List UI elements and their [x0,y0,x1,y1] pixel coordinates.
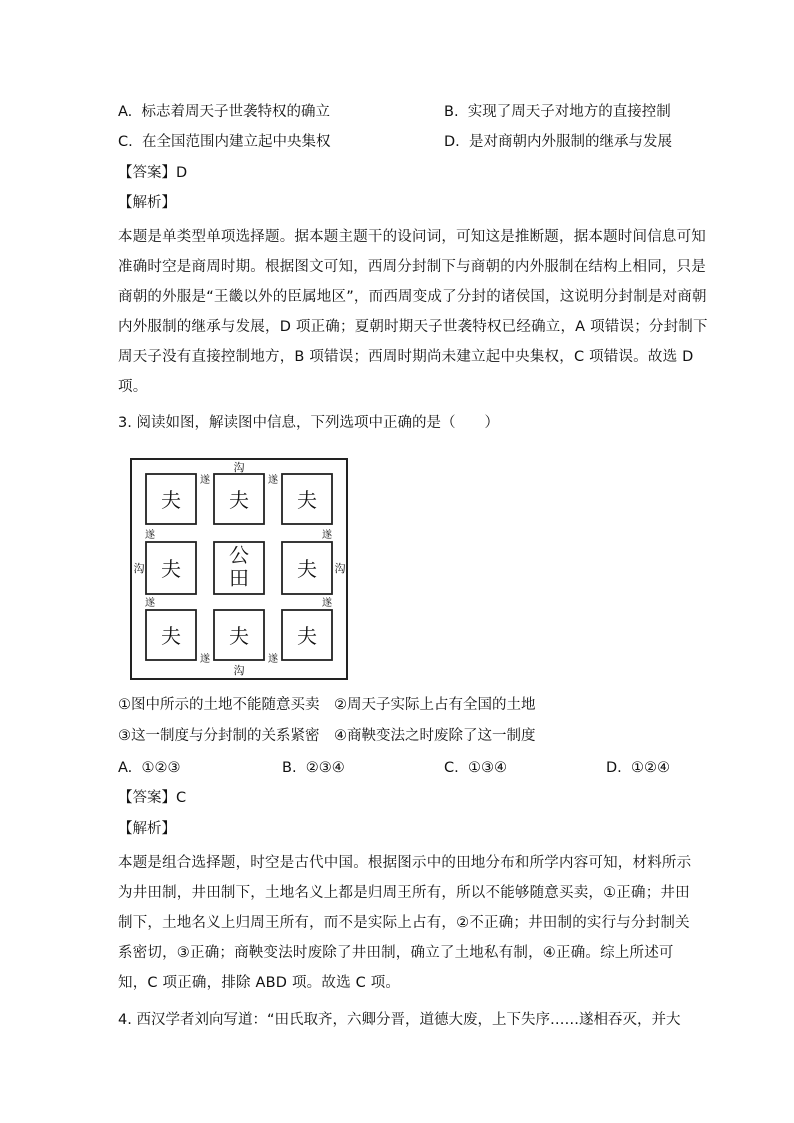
cell-fu: 夫 [229,488,249,512]
option-text: ①③④ [467,760,507,776]
option-letter: B. [282,760,297,776]
option-text: ①②④ [631,760,670,776]
option-letter: C. [118,134,133,150]
gou-label: 沟 [233,664,245,677]
analysis-line: 知，C 项正确，排除 ABD 项。故选 C 项。 [118,975,401,991]
option-letter: C. [444,760,459,776]
well-field-diagram [130,458,348,680]
q3-option-b[interactable] [282,758,345,778]
q3-analysis-label: 【解析】 [118,821,176,837]
sui-label: 遂 [145,530,155,541]
analysis-line: 本题是组合选择题，时空是古代中国。根据图示中的田地分布和所学内容可知，材料所示 [118,855,692,871]
analysis-line: 准确时空是商周时期。根据图文可知，西周分封制下与商朝的内外服制在结构上相同，只是 [118,259,706,275]
option-text: ①②③ [141,760,181,776]
cell-public-field: 公田 [229,543,249,590]
cell-fu: 夫 [161,488,181,512]
sui-label: 遂 [145,598,155,609]
analysis-line: 周天子没有直接控制地方，B 项错误；西周时期尚未建立起中央集权，C 项错误。故选 D [118,349,694,365]
cell-fu: 夫 [297,488,317,512]
analysis-line: 项。 [118,379,148,395]
option-text: 标志着周天子世袭特权的确立 [141,104,330,120]
cell-fu: 夫 [297,557,317,581]
analysis-line: 为井田制，井田制下，土地名义上都是归周王所有，所以不能够随意买卖，①正确；井田 [118,885,690,901]
cell-fu: 夫 [229,624,249,648]
cell-fu: 夫 [161,624,181,648]
q3-statements-2: ③这一制度与分封制的关系紧密 ④商鞅变法之时废除了这一制度 [118,728,536,744]
q3-option-a[interactable] [118,758,181,778]
cell-fu: 夫 [161,557,181,581]
sui-label: 遂 [200,654,210,665]
gou-label: 沟 [334,562,346,575]
q2-analysis-label: 【解析】 [118,195,176,211]
q2-option-b[interactable] [444,102,671,122]
option-letter: D. [606,760,622,776]
option-letter: A. [118,760,133,776]
option-text: 在全国范围内建立起中央集权 [141,134,331,150]
sui-label: 遂 [322,530,332,541]
cell-fu: 夫 [297,624,317,648]
option-text: 实现了周天子对地方的直接控制 [467,104,671,120]
sui-label: 遂 [322,598,332,609]
sui-label: 遂 [268,475,278,486]
option-text: ②③④ [305,760,345,776]
q3-stem: 3. 阅读如图，解读图中信息，下列选项中正确的是（ ） [118,415,499,431]
sui-label: 遂 [268,654,278,665]
q3-option-d[interactable] [606,758,670,778]
option-letter: B. [444,104,459,120]
option-text: 是对商朝内外服制的继承与发展 [469,134,672,150]
q2-option-d[interactable] [444,132,672,152]
q3-statements-1: ①图中所示的土地不能随意买卖 ②周天子实际上占有全国的土地 [118,697,536,713]
analysis-line: 内外服制的继承与发展，D 项正确；夏朝时期天子世袭特权已经确立，A 项错误；分封制下 [118,319,708,335]
q3-analysis [118,848,692,998]
gou-label: 沟 [133,562,145,575]
analysis-line: 制下，土地名义上归周王所有，而不是实际上占有，②不正确；井田制的实行与分封制关 [118,915,690,931]
q3-answer: 【答案】C [118,790,187,806]
analysis-line: 系密切，③正确；商鞅变法时废除了井田制，确立了土地私有制，④正确。综上所述可 [118,945,674,961]
q2-analysis [118,222,708,402]
sui-label: 遂 [200,475,210,486]
option-letter: D. [444,134,460,150]
gou-label: 沟 [233,461,245,474]
q2-option-c[interactable] [118,132,330,152]
analysis-line: 本题是单类型单项选择题。据本题主题干的设问词，可知这是推断题，据本题时间信息可知 [118,229,706,245]
q2-answer: 【答案】D [118,165,188,181]
q3-option-c[interactable] [444,758,507,778]
q4-stem: 4. 西汉学者刘向写道：“田氏取齐，六卿分晋，道德大废，上下失序……遂相吞灭，并大 [118,1012,681,1028]
q2-option-a[interactable] [118,102,330,122]
option-letter: A. [118,104,133,120]
analysis-line: 商朝的外服是“王畿以外的臣属地区”，而西周变成了分封的诸侯国，这说明分封制是对商朝 [118,289,707,305]
